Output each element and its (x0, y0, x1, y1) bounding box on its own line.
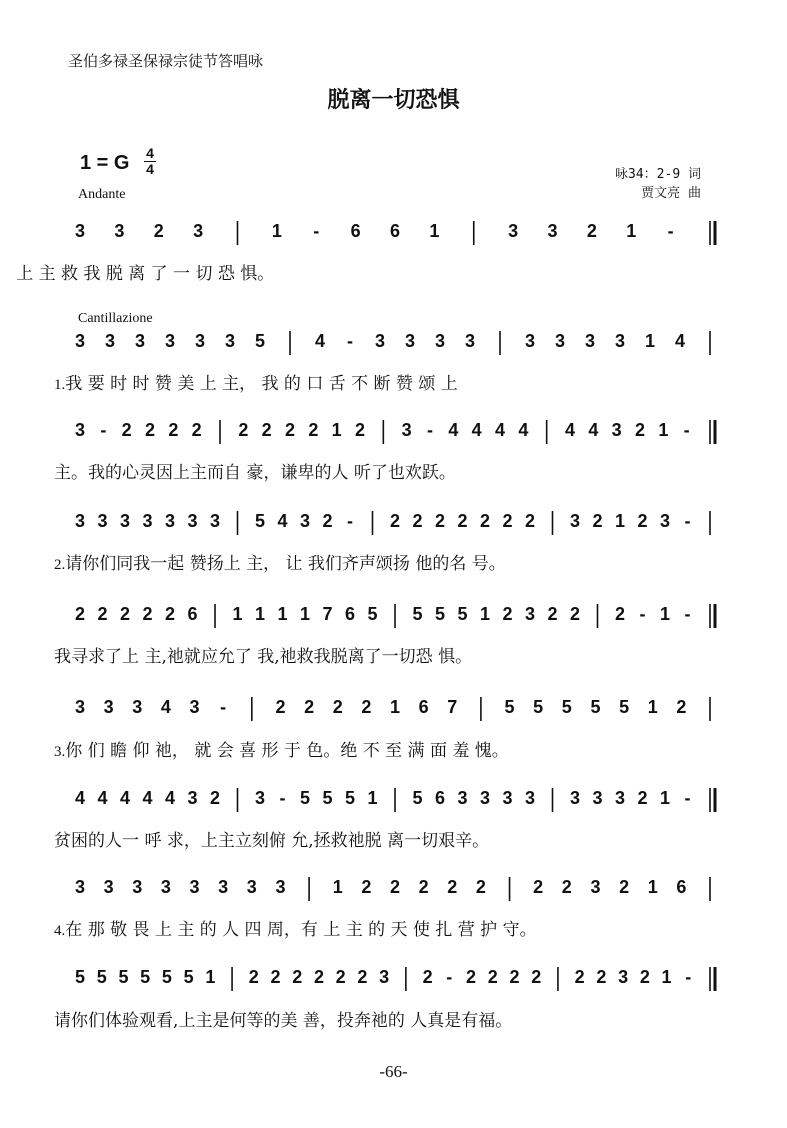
lyric-line-6 (0, 736, 787, 761)
note-digit: 3 (74, 697, 86, 717)
note-digit: 1 (647, 877, 658, 897)
lyric-line-5 (0, 642, 787, 667)
note-digit: 2 (275, 697, 286, 717)
note-digit: 3 (119, 511, 131, 531)
note-digit: 2 (475, 877, 486, 897)
dash-extension: - (683, 420, 690, 440)
dash-extension: - (639, 604, 646, 624)
note-digit: 7 (322, 604, 333, 624)
note-digit: 1 (332, 877, 343, 897)
tempo-marking-verses: Cantillazione (78, 311, 153, 326)
note-digit: 2 (547, 604, 558, 624)
note-digit: 1 (644, 331, 656, 351)
note-digit: 3 (611, 420, 622, 440)
note-digit: 3 (275, 877, 286, 897)
note-digit: 2 (466, 967, 477, 987)
note-digit: 2 (74, 604, 86, 624)
note-digit: 4 (588, 420, 599, 440)
note-digit: 3 (569, 511, 581, 531)
note-digit: 4 (277, 511, 288, 531)
dash-extension: - (427, 420, 433, 440)
note-digit: 3 (479, 788, 491, 808)
dash-extension: - (667, 221, 674, 241)
note-digit: 2 (357, 967, 368, 987)
note-digit: 2 (637, 788, 648, 808)
key-signature: 1 = G (80, 152, 130, 174)
note-digit: 1 (429, 221, 440, 241)
lyricist-credit: 咏34：2-9 词 (615, 167, 701, 182)
note-digit: 6 (344, 604, 356, 624)
note-digit: 2 (389, 511, 401, 531)
note-digit: 4 (160, 697, 171, 717)
note-digit: 3 (187, 511, 198, 531)
note-digit: 5 (322, 788, 333, 808)
note-digit: 2 (531, 967, 542, 987)
note-digit: 2 (418, 877, 429, 897)
note-digit: 1 (367, 788, 378, 808)
note-digit: 3 (659, 511, 671, 531)
note-digit: 4 (97, 788, 108, 808)
note-digit: 3 (193, 221, 204, 241)
note-digit: 2 (354, 420, 366, 440)
note-digit: 3 (614, 788, 626, 808)
note-digit: 4 (119, 788, 131, 808)
note-digit: 2 (292, 967, 303, 987)
note-digit: 2 (153, 221, 164, 241)
note-digit: 5 (74, 967, 86, 987)
dash-extension: - (220, 697, 227, 717)
lyric-line-7 (0, 826, 787, 851)
dash-extension: - (684, 604, 691, 624)
note-digit: 3 (104, 331, 116, 351)
note-digit: 2 (447, 877, 458, 897)
note-digit: 1 (614, 511, 626, 531)
note-digit: 5 (254, 511, 266, 531)
note-digit: 2 (389, 877, 401, 897)
note-digit: 3 (584, 331, 596, 351)
note-digit: 3 (160, 877, 171, 897)
note-digit: 2 (313, 967, 324, 987)
page-number: -66- (379, 1062, 408, 1081)
note-digit: 2 (142, 604, 153, 624)
lyric-text: 主。我的心灵因上主而自 豪，谦卑的人 听了也欢跃。 (54, 463, 456, 483)
note-digit: 2 (248, 967, 259, 987)
note-digit: 2 (270, 967, 281, 987)
note-digit: 2 (164, 604, 176, 624)
note-digit: 2 (209, 788, 221, 808)
note-digit: 2 (308, 420, 319, 440)
note-digit: 3 (299, 511, 311, 531)
note-digit: 2 (596, 967, 607, 987)
note-digit: 5 (619, 697, 630, 717)
verse-number: 2. (54, 557, 66, 573)
tempo-marking-intro: Andante (78, 187, 126, 202)
note-digit: 2 (119, 604, 131, 624)
note-digit: 5 (561, 697, 572, 717)
note-digit: 5 (254, 331, 266, 351)
note-digit: 2 (509, 967, 520, 987)
note-digit: 3 (164, 511, 176, 531)
note-digit: 5 (590, 697, 601, 717)
dash-extension: - (347, 331, 353, 351)
note-digit: 5 (533, 697, 544, 717)
note-digit: 2 (335, 967, 346, 987)
note-digit: 1 (299, 604, 311, 624)
lyric-line-9 (0, 1006, 787, 1031)
note-digit: 4 (518, 420, 529, 440)
note-digit: 6 (187, 604, 198, 624)
note-digit: 2 (634, 420, 646, 440)
note-digit: 2 (637, 511, 648, 531)
note-digit: 3 (209, 511, 221, 531)
note-digit: 1 (277, 604, 288, 624)
note-digit: 2 (97, 604, 108, 624)
note-digit: 5 (367, 604, 378, 624)
collection-header: 圣伯多禄圣保禄宗徒节答唱咏 (68, 52, 264, 70)
note-digit: 4 (142, 788, 153, 808)
dash-extension: - (347, 511, 353, 531)
note-digit: 2 (592, 511, 603, 531)
note-digit: 2 (574, 967, 585, 987)
note-digit: 3 (614, 331, 626, 351)
note-digit: 3 (569, 788, 581, 808)
lyric-text: 我寻求了上 主,祂就应允了 我,祂救我脱离了一切恐 惧。 (54, 647, 473, 667)
note-digit: 3 (74, 221, 86, 241)
note-digit: 2 (502, 604, 513, 624)
note-digit: 2 (619, 877, 630, 897)
note-digit: 6 (434, 788, 446, 808)
note-digit: 1 (205, 967, 216, 987)
note-digit: 3 (132, 697, 143, 717)
note-digit: 2 (422, 967, 433, 987)
meter-top: 4 (146, 145, 154, 161)
note-digit: 3 (134, 331, 146, 351)
note-digit: 5 (457, 604, 468, 624)
note-digit: 3 (524, 788, 536, 808)
note-digit: 5 (412, 604, 423, 624)
note-digit: 2 (361, 697, 372, 717)
note-digit: 1 (659, 788, 671, 808)
note-digit: 3 (132, 877, 143, 897)
note-digit: 3 (194, 331, 206, 351)
note-digit: 3 (457, 788, 468, 808)
lyric-text: 请你们同我一起 赞扬上 主， 让 我们齐声颂扬 他的名 号。 (65, 554, 506, 574)
note-digit: 2 (586, 221, 597, 241)
note-digit: 5 (344, 788, 356, 808)
note-digit: 1 (661, 967, 672, 987)
note-digit: 2 (487, 967, 498, 987)
lyric-text: 我 要 时 时 赞 美 上 主， 我 的 口 舌 不 断 赞 颂 上 (65, 374, 458, 394)
dash-extension: - (684, 788, 691, 808)
note-digit: 3 (103, 697, 114, 717)
note-digit: 1 (254, 604, 266, 624)
note-digit: 3 (189, 697, 200, 717)
note-digit: 4 (314, 331, 326, 351)
note-digit: 2 (524, 511, 536, 531)
note-digit: 5 (412, 788, 423, 808)
note-digit: 2 (434, 511, 446, 531)
note-digit: 5 (183, 967, 194, 987)
note-digit: 6 (389, 221, 401, 241)
note-digit: 3 (189, 877, 200, 897)
note-digit: 5 (96, 967, 107, 987)
note-digit: 4 (564, 420, 576, 440)
note-digit: 5 (504, 697, 515, 717)
note-digit: 4 (674, 331, 686, 351)
note-digit: 3 (434, 331, 446, 351)
note-digit: 6 (418, 697, 429, 717)
note-digit: 2 (144, 420, 156, 440)
note-digit: 3 (592, 788, 603, 808)
note-digit: 4 (448, 420, 459, 440)
note-digit: 2 (261, 420, 272, 440)
note-digit: 5 (299, 788, 311, 808)
note-digit: 3 (74, 877, 86, 897)
note-digit: 3 (524, 604, 536, 624)
note-digit: 1 (389, 697, 401, 717)
note-digit: 3 (554, 331, 566, 351)
note-digit: 3 (590, 877, 601, 897)
lyric-line-1 (0, 259, 787, 284)
note-digit: 2 (533, 877, 544, 897)
note-digit: 1 (659, 604, 671, 624)
verse-number: 4. (54, 923, 66, 939)
note-digit: 6 (350, 221, 361, 241)
note-digit: 3 (164, 331, 176, 351)
note-digit: 2 (238, 420, 249, 440)
note-digit: 2 (561, 877, 572, 897)
note-digit: 4 (494, 420, 506, 440)
note-digit: 3 (404, 331, 416, 351)
lyric-line-4 (0, 549, 787, 574)
dash-extension: - (685, 967, 692, 987)
note-digit: 5 (140, 967, 151, 987)
note-digit: 2 (479, 511, 491, 531)
note-digit: 4 (471, 420, 482, 440)
note-digit: 3 (464, 331, 476, 351)
dash-extension: - (446, 967, 453, 987)
note-digit: 2 (639, 967, 650, 987)
note-digit: 2 (457, 511, 468, 531)
note-digit: 2 (569, 604, 581, 624)
lyric-text: 贫困的人一 呼 求，上主立刻俯 允,拯救祂脱 离一切艰辛。 (54, 831, 490, 851)
note-digit: 3 (508, 221, 519, 241)
verse-number: 3. (54, 744, 66, 760)
note-digit: 2 (168, 420, 179, 440)
note-digit: 3 (224, 331, 236, 351)
note-digit: 5 (161, 967, 172, 987)
note-digit: 3 (187, 788, 198, 808)
lyric-text: 请你们体验观看,上主是何等的美 善，投奔祂的 人真是有福。 (54, 1011, 513, 1031)
note-digit: 3 (114, 221, 125, 241)
note-digit: 4 (164, 788, 176, 808)
note-digit: 2 (121, 420, 132, 440)
note-digit: 3 (524, 331, 536, 351)
note-digit: 3 (74, 511, 86, 531)
dash-extension: - (313, 221, 320, 241)
note-digit: 4 (74, 788, 86, 808)
note-digit: 3 (254, 788, 266, 808)
note-digit: 1 (479, 604, 491, 624)
lyric-line-2 (0, 369, 787, 394)
note-digit: 1 (647, 697, 658, 717)
note-digit: 3 (103, 877, 114, 897)
note-digit: 2 (304, 697, 315, 717)
note-digit: 3 (74, 331, 86, 351)
note-digit: 3 (618, 967, 629, 987)
note-digit: 2 (614, 604, 626, 624)
note-digit: 2 (676, 697, 687, 717)
note-digit: 3 (374, 331, 386, 351)
dash-extension: - (100, 420, 107, 440)
note-digit: 3 (401, 420, 412, 440)
note-digit: 6 (676, 877, 687, 897)
note-digit: 5 (434, 604, 446, 624)
note-digit: 3 (502, 788, 513, 808)
note-digit: 2 (412, 511, 423, 531)
note-digit: 2 (361, 877, 372, 897)
note-digit: 1 (232, 604, 243, 624)
note-digit: 1 (331, 420, 342, 440)
dash-extension: - (279, 788, 286, 808)
note-digit: 5 (118, 967, 129, 987)
lyric-text: 你 们 瞻 仰 祂， 就 会 喜 形 于 色。绝 不 至 满 面 羞 愧。 (65, 741, 509, 761)
note-digit: 3 (379, 967, 390, 987)
note-digit: 3 (74, 420, 86, 440)
note-digit: 1 (626, 221, 637, 241)
verse-number: 1. (54, 377, 66, 393)
lyric-line-8 (0, 915, 787, 940)
note-digit: 1 (658, 420, 669, 440)
lyric-line-3 (0, 458, 787, 483)
note-digit: 3 (97, 511, 108, 531)
song-title: 脱离一切恐惧 (327, 87, 460, 113)
note-digit: 3 (142, 511, 153, 531)
note-digit: 1 (271, 221, 282, 241)
note-digit: 2 (502, 511, 513, 531)
note-digit: 2 (191, 420, 202, 440)
note-digit: 3 (547, 221, 558, 241)
lyric-text: 在 那 敬 畏 上 主 的 人 四 周，有 上 主 的 天 使 扎 营 护 守。 (65, 920, 537, 940)
note-digit: 7 (447, 697, 458, 717)
composer-credit: 贾文亮 曲 (641, 186, 701, 201)
meter-bottom: 4 (146, 161, 154, 177)
note-digit: 2 (332, 697, 343, 717)
dash-extension: - (684, 511, 691, 531)
note-digit: 2 (284, 420, 296, 440)
note-digit: 3 (246, 877, 257, 897)
note-digit: 2 (322, 511, 333, 531)
lyric-text: 上 主 救 我 脱 离 了 一 切 恐 惧。 (16, 264, 275, 284)
note-digit: 3 (218, 877, 229, 897)
